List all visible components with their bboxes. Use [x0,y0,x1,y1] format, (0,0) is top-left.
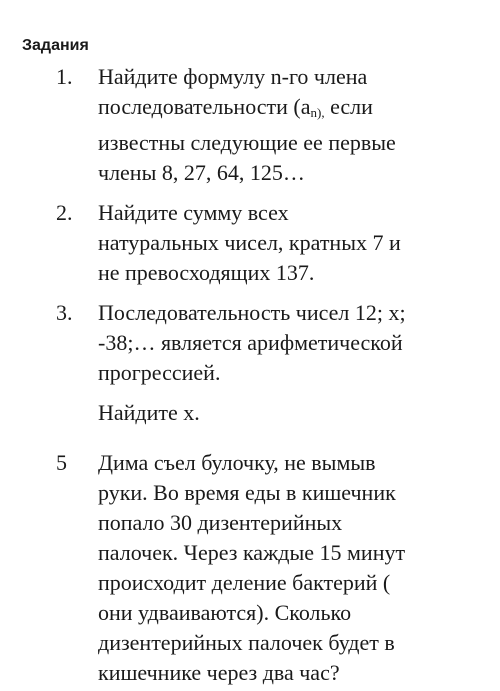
task-3 [56,298,480,388]
task-line: палочек. Через каждые 15 минут [98,540,406,565]
task-text [98,298,468,388]
task-line: Дима съел булочку, не вымыв [98,450,376,475]
task-number: 1. [56,64,73,89]
task-line: члены 8, 27, 64, 125… [98,160,305,185]
task-line: Найдите сумму всех [98,200,289,225]
task-number: 5 [56,450,67,475]
task-line: дизентерийных палочек будет в [98,630,395,655]
task-line: известны следующие ее первые [98,130,396,155]
subscript: n), [310,105,325,120]
task-text [98,398,468,428]
task-line: -38;… является арифметической [98,330,403,355]
task-line: происходит деление бактерий ( [98,570,391,595]
task-text [98,62,468,188]
task-line: не превосходящих 137. [98,260,315,285]
task-line: Найдите x. [98,400,200,425]
task-line: они удваиваются). Сколько [98,600,352,625]
task-line [98,92,468,128]
task-5 [56,448,480,688]
task-number: 3. [56,300,73,325]
task-2 [56,198,480,288]
task-line: натуральных чисел, кратных 7 и [98,230,401,255]
task-number: 2. [56,200,73,225]
task-1 [56,62,480,188]
task-3-followup [60,398,480,428]
section-heading: Задания [22,37,89,54]
task-line: Найдите формулу n-го члена [98,64,368,89]
task-line-text: если [324,94,373,119]
task-text [98,198,468,288]
task-line: кишечнике через два час? [98,660,340,685]
task-text [98,448,468,688]
task-line-text: последовательности (a [98,94,311,119]
task-line: руки. Во время еды в кишечник [98,480,396,505]
task-line: Последовательность чисел 12; x; [98,300,406,325]
task-line: попало 30 дизентерийных [98,510,343,535]
task-line: прогрессией. [98,360,221,385]
